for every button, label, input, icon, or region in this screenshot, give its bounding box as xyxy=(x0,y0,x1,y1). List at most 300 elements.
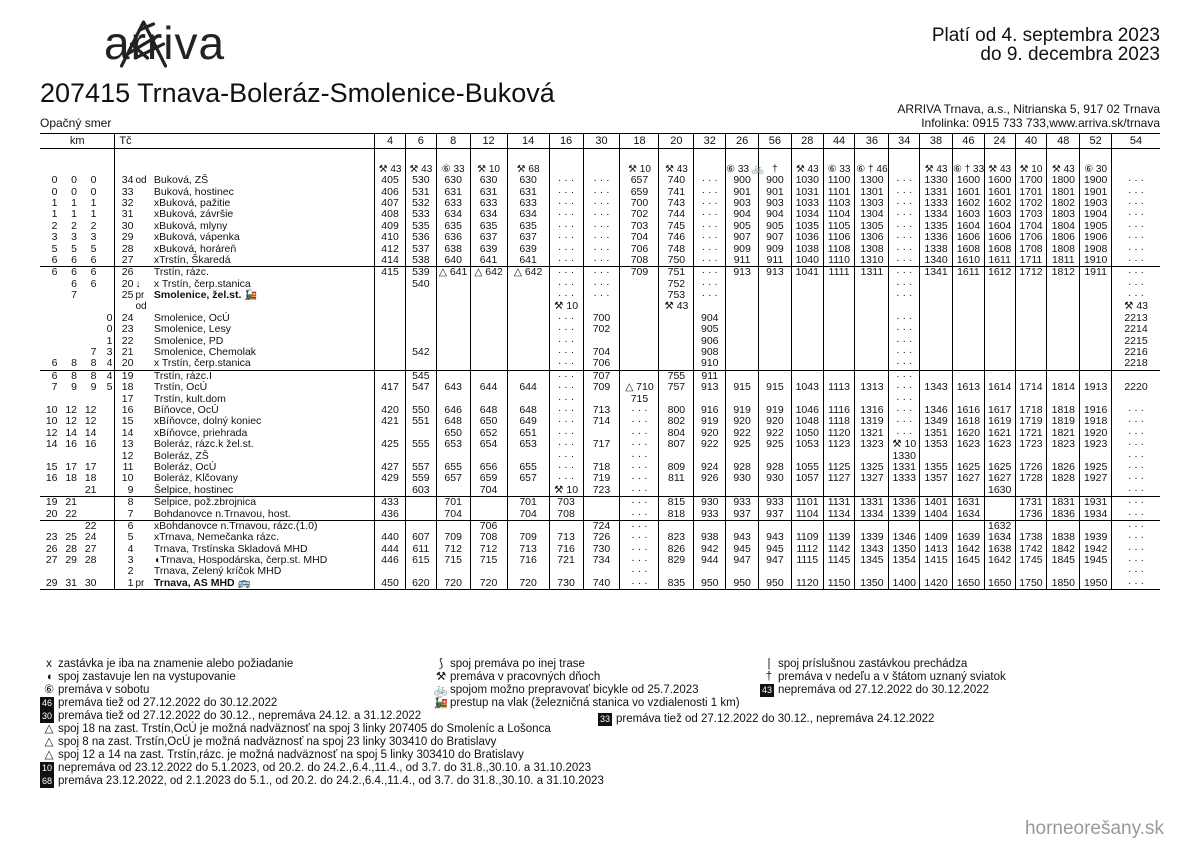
stop-name: Trstín, kult.dom xyxy=(152,393,375,404)
departure-time: 630 xyxy=(436,175,470,186)
departure-time: 702 xyxy=(620,209,659,220)
arrival-departure-mark xyxy=(135,393,151,404)
departure-time: · · · xyxy=(620,428,659,439)
departure-time xyxy=(791,313,823,324)
departure-time: 751 xyxy=(659,267,694,279)
departure-time: 745 xyxy=(659,221,694,232)
departure-time: 926 xyxy=(694,473,726,484)
departure-time: 1621 xyxy=(984,428,1015,439)
departure-time: 709 xyxy=(436,532,470,543)
departure-time xyxy=(620,358,659,370)
departure-time: 950 xyxy=(759,578,792,590)
departure-time: 919 xyxy=(694,416,726,427)
stop-name: Trstín, OcÚ xyxy=(152,382,375,393)
departure-time: 1700 xyxy=(1015,175,1047,186)
stop-name: Trstín, rázc.I xyxy=(152,370,375,382)
service-number: 54 xyxy=(1112,134,1160,149)
departure-time: 550 xyxy=(405,405,436,416)
departure-time: 718 xyxy=(583,462,620,473)
timetable-symbol-row xyxy=(40,149,1160,176)
departure-time: 1101 xyxy=(791,496,823,508)
service-symbols: ⚒ 10 xyxy=(620,149,659,176)
departure-time xyxy=(375,313,406,324)
departure-time: 1708 xyxy=(1015,243,1047,254)
departure-time: 648 xyxy=(507,405,549,416)
departure-time: 1325 xyxy=(855,462,889,473)
service-number: 34 xyxy=(889,134,920,149)
departure-time: 1103 xyxy=(823,198,855,209)
departure-time: 1742 xyxy=(1015,544,1047,555)
departure-time: 804 xyxy=(659,428,694,439)
departure-time: 427 xyxy=(375,462,406,473)
departure-time: 1850 xyxy=(1047,578,1080,590)
departure-time xyxy=(620,279,659,290)
departure-time: 920 xyxy=(726,416,759,427)
departure-time: 913 xyxy=(759,267,792,279)
departure-time: 1330 xyxy=(889,450,920,461)
departure-time: · · · xyxy=(889,405,920,416)
departure-time: 1345 xyxy=(855,555,889,566)
service-number: 20 xyxy=(659,134,694,149)
departure-time: 713 xyxy=(507,544,549,555)
departure-time: 1343 xyxy=(855,544,889,555)
km-value: 8 xyxy=(90,357,97,370)
departure-time: · · · xyxy=(583,175,620,186)
departure-time: 555 xyxy=(405,439,436,450)
arrival-departure-mark xyxy=(135,496,151,508)
departure-time: 1616 xyxy=(952,405,984,416)
departure-time xyxy=(1015,290,1047,301)
km-value: 12 xyxy=(65,415,77,428)
departure-time: 615 xyxy=(405,555,436,566)
departure-time: · · · xyxy=(889,358,920,370)
departure-time: 542 xyxy=(405,347,436,358)
departure-time xyxy=(507,347,549,358)
validity-to: do 9. decembra 2023 xyxy=(980,44,1160,65)
departure-time: · · · xyxy=(889,243,920,254)
stop-tc-number: 32 xyxy=(115,198,136,209)
departure-time: · · · xyxy=(889,313,920,324)
departure-time: 644 xyxy=(470,382,507,393)
departure-time: 909 xyxy=(759,243,792,254)
departure-time: 1906 xyxy=(1080,232,1112,243)
departure-time: 1336 xyxy=(920,232,953,243)
departure-time xyxy=(984,324,1015,335)
legend-text: spoj 18 na zast. Trstín,OcÚ je možná nadväznosť na spoj 3 linky 207405 do Smoleníc a Lošonca xyxy=(58,723,551,735)
departure-time: 901 xyxy=(726,186,759,197)
departure-time: 1354 xyxy=(889,555,920,566)
departure-time: 633 xyxy=(436,198,470,209)
departure-time: 1116 xyxy=(823,405,855,416)
departure-time: · · · xyxy=(549,221,583,232)
departure-time: 1826 xyxy=(1047,462,1080,473)
departure-time: 1034 xyxy=(791,209,823,220)
km-value: 6 xyxy=(79,267,99,279)
departure-time xyxy=(1015,335,1047,346)
departure-time: 1604 xyxy=(952,221,984,232)
departure-time xyxy=(984,279,1015,290)
departure-time: 1908 xyxy=(1080,243,1112,254)
service-symbols: ⑥ 30 xyxy=(1080,149,1112,176)
departure-time xyxy=(726,301,759,312)
departure-time: 823 xyxy=(659,532,694,543)
departure-time xyxy=(436,313,470,324)
departure-time: 915 xyxy=(726,382,759,393)
km-value: 3 xyxy=(99,347,115,358)
km-value: 20 xyxy=(45,507,58,520)
km-value: 25 xyxy=(65,531,77,544)
departure-time: 714 xyxy=(583,416,620,427)
table-row xyxy=(40,209,1160,220)
km-value: 2 xyxy=(90,219,97,232)
departure-time: 944 xyxy=(694,555,726,566)
arrival-departure-mark xyxy=(135,532,151,543)
departure-time: 412 xyxy=(375,243,406,254)
departure-time xyxy=(1080,347,1112,358)
departure-time: 1341 xyxy=(920,267,953,279)
departure-time: 708 xyxy=(549,508,583,520)
km-value: 27 xyxy=(84,542,97,555)
departure-time xyxy=(726,279,759,290)
stop-name: Buková, hostinec xyxy=(152,186,375,197)
km-value: 2 xyxy=(71,219,77,232)
arrival-departure-mark xyxy=(135,232,151,243)
departure-time: 607 xyxy=(405,532,436,543)
departure-time: · · · xyxy=(583,255,620,267)
departure-time: 1939 xyxy=(1080,532,1112,543)
departure-time: 1706 xyxy=(1015,232,1047,243)
departure-time xyxy=(583,496,620,508)
departure-time: · · · xyxy=(549,324,583,335)
km-value: 31 xyxy=(60,578,80,590)
departure-time: · · · xyxy=(620,439,659,450)
departure-time: 1134 xyxy=(823,508,855,520)
departure-time: 748 xyxy=(659,243,694,254)
km-value: 5 xyxy=(51,242,58,255)
departure-time: 800 xyxy=(659,405,694,416)
departure-time: 1604 xyxy=(984,221,1015,232)
departure-time: 545 xyxy=(405,370,436,382)
departure-time: 1704 xyxy=(1015,221,1047,232)
departure-time xyxy=(470,358,507,370)
departure-time: 1620 xyxy=(952,428,984,439)
departure-time xyxy=(984,335,1015,346)
arrival-departure-mark xyxy=(135,255,151,267)
departure-time: 719 xyxy=(583,473,620,484)
departure-time: · · · xyxy=(889,416,920,427)
km-value xyxy=(40,313,60,324)
km-value xyxy=(99,462,115,473)
departure-time: 915 xyxy=(759,382,792,393)
departure-time: ⚒ 43 xyxy=(659,301,694,312)
departure-time: 1031 xyxy=(791,186,823,197)
departure-time: 637 xyxy=(507,232,549,243)
departure-time: 740 xyxy=(659,175,694,186)
km-value xyxy=(99,209,115,220)
departure-time: 1806 xyxy=(1047,232,1080,243)
stop-tc-number: 17 xyxy=(115,393,136,404)
departure-time: 1331 xyxy=(889,462,920,473)
departure-time: 922 xyxy=(694,439,726,450)
departure-time: 1120 xyxy=(791,578,823,590)
service-symbols xyxy=(889,149,920,176)
departure-time: 551 xyxy=(405,416,436,427)
departure-time: 635 xyxy=(507,221,549,232)
departure-time: 1400 xyxy=(889,578,920,590)
departure-time: 1942 xyxy=(1080,544,1112,555)
departure-time xyxy=(855,279,889,290)
departure-time: 945 xyxy=(759,544,792,555)
departure-time: · · · xyxy=(889,198,920,209)
departure-time: · · · xyxy=(549,186,583,197)
departure-time: · · · xyxy=(889,221,920,232)
departure-time: · · · xyxy=(549,358,583,370)
departure-time: 715 xyxy=(470,555,507,566)
departure-time: 1632 xyxy=(984,520,1015,532)
departure-time: 1623 xyxy=(952,439,984,450)
departure-time: · · · xyxy=(1112,508,1160,520)
stop-name: xBohdanovce n.Trnavou, rázc.(1.0) xyxy=(152,520,375,532)
departure-time: 634 xyxy=(507,209,549,220)
arrival-departure-mark xyxy=(135,508,151,520)
departure-time: 1113 xyxy=(823,382,855,393)
departure-time xyxy=(507,301,549,312)
km-value: 10 xyxy=(45,404,58,416)
departure-time: 943 xyxy=(726,532,759,543)
departure-time: · · · xyxy=(1112,243,1160,254)
departure-time: 818 xyxy=(659,508,694,520)
departure-time: 1625 xyxy=(984,462,1015,473)
km-value xyxy=(99,520,115,532)
departure-time: 1702 xyxy=(1015,198,1047,209)
stop-tc-number: 34 xyxy=(115,175,136,186)
legend-text: premáva v pracovných dňoch xyxy=(450,671,601,683)
departure-time: 920 xyxy=(694,428,726,439)
departure-time: · · · xyxy=(694,255,726,267)
departure-time: 1351 xyxy=(920,428,953,439)
departure-time: · · · xyxy=(549,290,583,301)
departure-time: 1712 xyxy=(1015,267,1047,279)
stop-name: Smolenice, OcÚ xyxy=(152,313,375,324)
departure-time: 1142 xyxy=(823,544,855,555)
stop-tc-number: 4 xyxy=(115,544,136,555)
departure-time: 1950 xyxy=(1080,578,1112,590)
departure-time: 930 xyxy=(726,473,759,484)
km-value xyxy=(79,301,99,312)
departure-time: 1339 xyxy=(855,532,889,543)
km-value: 12 xyxy=(84,404,97,416)
departure-time: 1333 xyxy=(889,473,920,484)
departure-time xyxy=(1047,324,1080,335)
departure-time xyxy=(1015,485,1047,497)
service-symbols: ⚒ 43 xyxy=(1047,149,1080,176)
departure-time: 1112 xyxy=(791,544,823,555)
km-value: 24 xyxy=(84,531,97,544)
departure-time: 1104 xyxy=(823,209,855,220)
arrival-departure-mark xyxy=(135,313,151,324)
km-value: 1 xyxy=(99,335,115,346)
km-value: 14 xyxy=(45,438,58,451)
departure-time xyxy=(1015,566,1047,577)
stop-tc-number: 6 xyxy=(115,520,136,532)
arrival-departure-mark xyxy=(135,450,151,461)
departure-time: 1831 xyxy=(1047,496,1080,508)
departure-time: · · · xyxy=(583,221,620,232)
stop-name: Smolenice, žel.st. 🚂 xyxy=(152,290,375,301)
departure-time: 911 xyxy=(694,370,726,382)
departure-time: 1111 xyxy=(823,267,855,279)
legend-text: premáva 23.12.2022, od 2.1.2023 do 5.1., od 20.2. do 24.2.,6.4.,11.4., od 3.7. do 31.8.,30.10. a 31.10.2023 xyxy=(58,775,604,787)
departure-time: 922 xyxy=(759,428,792,439)
legend-text: spoj 12 a 14 na zast. Trstín,rázc. je možná nadväznosť na spoj 5 linky 303410 do Bratislavy xyxy=(58,749,524,761)
departure-time xyxy=(726,485,759,497)
departure-time: 1627 xyxy=(984,473,1015,484)
stop-tc-number: 14 xyxy=(115,428,136,439)
table-row xyxy=(40,301,1160,312)
departure-time: 925 xyxy=(759,439,792,450)
departure-time: 1357 xyxy=(920,473,953,484)
table-row xyxy=(40,532,1160,543)
validity-from: Platí od 4. septembra 2023 xyxy=(931,25,1160,46)
departure-time: 1916 xyxy=(1080,405,1112,416)
km-value: 0 xyxy=(99,324,115,335)
km-value: 0 xyxy=(90,174,97,187)
departure-time: △ 641 xyxy=(436,267,470,279)
departure-time: · · · xyxy=(549,198,583,209)
departure-time: 924 xyxy=(694,462,726,473)
departure-time xyxy=(1015,358,1047,370)
legend-item xyxy=(40,710,421,723)
departure-time: ⚒ 10 xyxy=(549,485,583,497)
departure-time: 726 xyxy=(583,532,620,543)
km-value xyxy=(79,508,99,520)
departure-time xyxy=(889,485,920,497)
departure-time: 1118 xyxy=(823,416,855,427)
departure-time xyxy=(855,313,889,324)
departure-time: · · · xyxy=(889,209,920,220)
legend-symbol: 68 xyxy=(41,776,52,786)
departure-time: 1920 xyxy=(1080,428,1112,439)
departure-time: · · · xyxy=(620,416,659,427)
departure-time: 1650 xyxy=(984,578,1015,590)
departure-time xyxy=(791,347,823,358)
departure-time: 633 xyxy=(507,198,549,209)
departure-time: 1639 xyxy=(952,532,984,543)
km-value: 14 xyxy=(84,426,97,439)
service-number: 56 xyxy=(759,134,792,149)
arrival-departure-mark xyxy=(135,324,151,335)
departure-time: 1131 xyxy=(823,496,855,508)
arrival-departure-mark xyxy=(135,198,151,209)
km-value xyxy=(99,532,115,543)
departure-time: 653 xyxy=(507,439,549,450)
departure-time: · · · xyxy=(549,382,583,393)
table-row xyxy=(40,578,1160,590)
departure-time: 913 xyxy=(694,382,726,393)
service-number: 4 xyxy=(375,134,406,149)
service-number: 48 xyxy=(1047,134,1080,149)
departure-time: 703 xyxy=(549,496,583,508)
departure-time: · · · xyxy=(583,290,620,301)
departure-time: 659 xyxy=(620,186,659,197)
departure-time: 1910 xyxy=(1080,255,1112,267)
departure-time: 1602 xyxy=(952,198,984,209)
departure-time: · · · xyxy=(1112,279,1160,290)
departure-time xyxy=(984,290,1015,301)
departure-time: · · · xyxy=(1112,232,1160,243)
departure-time xyxy=(952,290,984,301)
departure-time: 716 xyxy=(507,555,549,566)
service-number: 52 xyxy=(1080,134,1112,149)
km-value: 1 xyxy=(90,196,97,209)
departure-time: 704 xyxy=(620,232,659,243)
departure-time xyxy=(620,301,659,312)
departure-time: · · · xyxy=(1112,221,1160,232)
departure-time: 433 xyxy=(375,496,406,508)
departure-time: 1313 xyxy=(855,382,889,393)
departure-time: △ 642 xyxy=(507,267,549,279)
departure-time: · · · xyxy=(1112,290,1160,301)
departure-time: 713 xyxy=(583,405,620,416)
departure-time: 651 xyxy=(507,428,549,439)
departure-time: 743 xyxy=(659,198,694,209)
departure-time: · · · xyxy=(583,232,620,243)
departure-time: 904 xyxy=(759,209,792,220)
departure-time xyxy=(436,347,470,358)
departure-time: ⚒ 10 xyxy=(889,439,920,450)
departure-time: · · · xyxy=(1112,198,1160,209)
departure-time xyxy=(375,485,406,497)
departure-time: · · · xyxy=(620,473,659,484)
departure-time: 704 xyxy=(470,485,507,497)
departure-time: 530 xyxy=(405,175,436,186)
departure-time: 755 xyxy=(659,370,694,382)
departure-time: 713 xyxy=(549,532,583,543)
departure-time: 1409 xyxy=(920,532,953,543)
stop-name: Bíňovce, OcÚ xyxy=(152,405,375,416)
departure-time: 1308 xyxy=(855,243,889,254)
departure-time: 637 xyxy=(470,232,507,243)
departure-time: 1608 xyxy=(952,243,984,254)
departure-time: 2214 xyxy=(1112,324,1160,335)
arrival-departure-mark xyxy=(135,544,151,555)
departure-time xyxy=(405,496,436,508)
departure-time: 720 xyxy=(507,578,549,590)
departure-time: · · · xyxy=(889,370,920,382)
departure-time xyxy=(1015,279,1047,290)
arrival-departure-mark xyxy=(135,485,151,497)
legend-item xyxy=(40,684,149,697)
departure-time: · · · xyxy=(889,347,920,358)
arrival-departure-mark xyxy=(135,428,151,439)
km-value xyxy=(79,324,99,335)
legend-symbol: △ xyxy=(44,749,54,761)
km-value: 1 xyxy=(51,196,58,209)
departure-time: 700 xyxy=(583,313,620,324)
departure-time: 1918 xyxy=(1080,416,1112,427)
route-title: 207415 Trnava-Boleráz-Smolenice-Buková xyxy=(40,78,555,108)
departure-time: 1350 xyxy=(889,544,920,555)
departure-time xyxy=(984,313,1015,324)
departure-time: · · · xyxy=(620,520,659,532)
departure-time: · · · xyxy=(694,198,726,209)
stop-tc-number: 9 xyxy=(115,485,136,497)
departure-time: 704 xyxy=(507,508,549,520)
departure-time: 634 xyxy=(436,209,470,220)
service-number: 30 xyxy=(583,134,620,149)
departure-time: 1334 xyxy=(855,508,889,520)
km-value: 0 xyxy=(99,313,115,324)
